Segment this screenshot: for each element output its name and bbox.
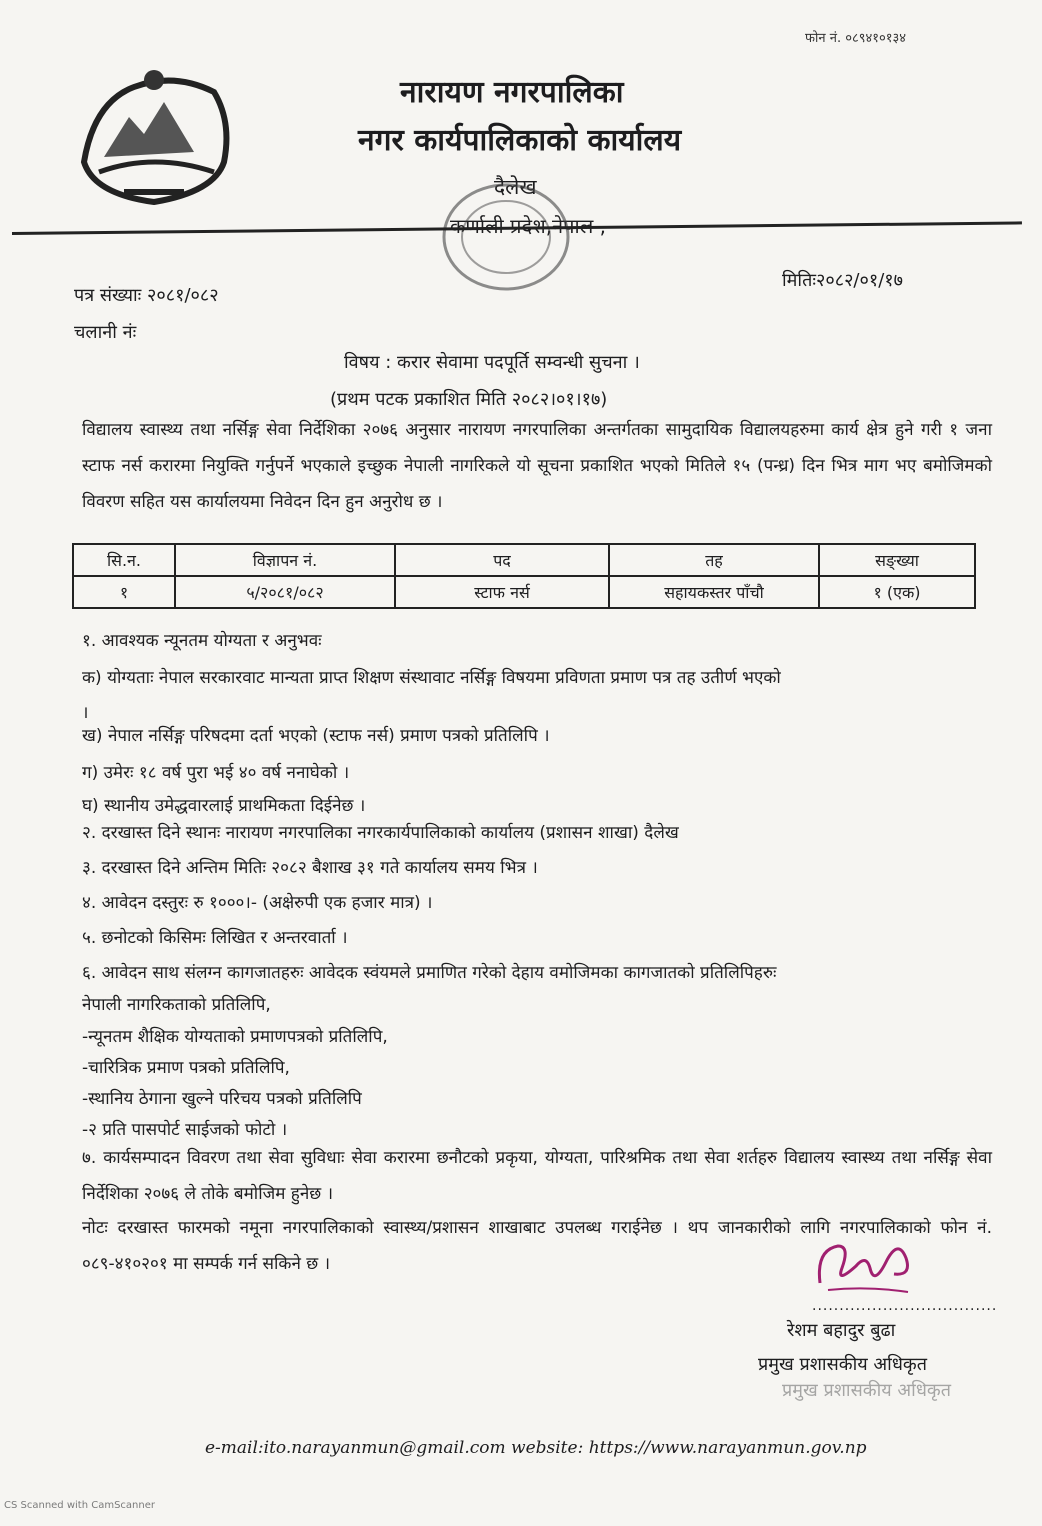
table-header-row [73,544,975,576]
cell-sn: १ [73,576,175,608]
list-item: -चारित्रिक प्रमाण पत्रको प्रतिलिपि, [82,1058,290,1078]
header-ad-no: विज्ञापन नं. [175,544,395,576]
header-sn: सि.न. [73,544,175,576]
header-level: तह [609,544,819,576]
list-item: क) योग्यताः नेपाल सरकारवाट मान्यता प्राप्त शिक्षण संस्थावाट नर्सिङ्ग विषयमा प्रविणता प्रमाण पत्र तह उतीर्ण भएको [82,668,781,688]
municipality-title: नारायण नगरपालिका [400,75,624,110]
signer-name: रेशम बहादुर बुढा [787,1320,896,1341]
district-name: दैलेख [494,175,537,199]
list-item: । [82,703,89,723]
list-item: -स्थानिय ठेगाना खुल्ने परिचय पत्रको प्रतिलिपि [82,1089,362,1109]
list-item: ३. दरखास्त दिने अन्तिम मितिः २०८२ बैशाख ३१ गते कार्यालय समय भित्र । [82,858,538,878]
intro-paragraph: विद्यालय स्वास्थ्य तथा नर्सिङ्ग सेवा निर्देशिका २०७६ अनुसार नारायण नगरपालिका अन्तर्गतका सामुदायिक विद्यालयहरुमा कार्य क्षेत्र हुने गरी १ जना स्टाफ नर्स करारमा नियुक्ति गर्नुपर्ने भएकाले इच्छुक नेपाली नागरिकले यो सूचना प्रकाशित भएको मितिले १५ (पन्ध्र) दिन भित्र माग भए बमोजिमको विवरण सहित यस कार्यालयमा निवेदन दिन हुन अनुरोध छ । [82,420,992,512]
list-item: ख) नेपाल नर्सिङ्ग परिषदमा दर्ता भएको (स्टाफ नर्स) प्रमाण पत्रको प्रतिलिपि । [82,726,550,746]
scanner-watermark: CS Scanned with CamScanner [4,1500,155,1511]
office-title: नगर कार्यपालिकाको कार्यालय [358,123,682,158]
vacancy-table [72,543,976,609]
list-item: ५. छनोटको किसिमः लिखित र अन्तरवार्ता । [82,928,348,948]
cell-ad-no: ५/२०८१/०८२ [175,576,395,608]
cell-level: सहायकस्तर पाँचौ [609,576,819,608]
header-post: पद [395,544,609,576]
table-row [73,576,975,608]
header-count: सङ्ख्या [819,544,975,576]
province-name: कर्णाली प्रदेश,नेपाल , [450,214,606,238]
list-item: ६. आवेदन साथ संलग्न कागजातहरुः आवेदक स्वंयमले प्रमाणित गरेको देहाय वमोजिमका कागजातको प्रतिलिपिहरुः [82,963,777,983]
list-item: १. आवश्यक न्यूनतम योग्यता र अनुभवः [82,631,322,651]
published-date: (प्रथम पटक प्रकाशित मिति २०८२।०१।१७) [330,389,608,410]
cell-count: १ (एक) [819,576,975,608]
list-item: घ) स्थानीय उमेद्धवारलाई प्राथमिकता दिईनेछ । [82,796,366,816]
signer-designation: प्रमुख प्रशासकीय अधिकृत [758,1354,927,1375]
signature-line: .................................. [812,1298,998,1314]
list-item: नेपाली नागरिकताको प्रतिलिपि, [82,995,271,1015]
clause-7: ७. कार्यसम्पादन विवरण तथा सेवा सुविधाः सेवा करारमा छनौटको प्रकृया, योग्यता, पारिश्रमिक तथा सेवा शर्तहरु विद्यालय स्वास्थ्य तथा नर्सिङ्ग सेवा निर्देशिका २०७६ ले तोके बमोजिम हुनेछ । [82,1148,992,1204]
cell-post: स्टाफ नर्स [395,576,609,608]
nepal-emblem-icon [74,62,234,212]
reference-number: पत्र संख्याः २०८१/०८२ [74,285,219,306]
list-item: ग) उमेरः १८ वर्ष पुरा भई ४० वर्ष ननाघेको । [82,763,350,783]
list-item: ४. आवेदन दस्तुरः रु १०००।- (अक्षेरुपी एक हजार मात्र) । [82,893,433,913]
signature-icon [808,1228,918,1308]
subject-line: विषय : करार सेवामा पदपूर्ति सम्वन्धी सुचना । [344,352,640,373]
office-phone: फोन नं. ०८९४१०१३४ [805,31,907,46]
list-item: -२ प्रति पासपोर्ट साईजको फोटो । [82,1120,288,1140]
contact-footer: e-mail:ito.narayanmun@gmail.com website: https://www.narayanmun.gov.np [205,1438,867,1458]
list-item: -न्यूनतम शैक्षिक योग्यताको प्रमाणपत्रको प्रतिलिपि, [82,1027,388,1047]
note: नोटः दरखास्त फारमको नमूना नगरपालिकाको स्वास्थ्य/प्रशासन शाखाबाट उपलब्ध गराईनेछ । थप जानकारीको लागि नगरपालिकाको फोन नं. ०८९-४१०२०१ मा सम्पर्क गर्न सकिने छ । [82,1218,992,1274]
office-stamp-icon [436,175,576,300]
issue-date: मितिः२०८२/०१/१७ [782,270,903,291]
dispatch-number: चलानी नंः [74,322,137,343]
designation-stamp: प्रमुख प्रशासकीय अधिकृत [782,1380,951,1401]
list-item: २. दरखास्त दिने स्थानः नारायण नगरपालिका नगरकार्यपालिकाको कार्यालय (प्रशासन शाखा) दैलेख [82,823,679,843]
